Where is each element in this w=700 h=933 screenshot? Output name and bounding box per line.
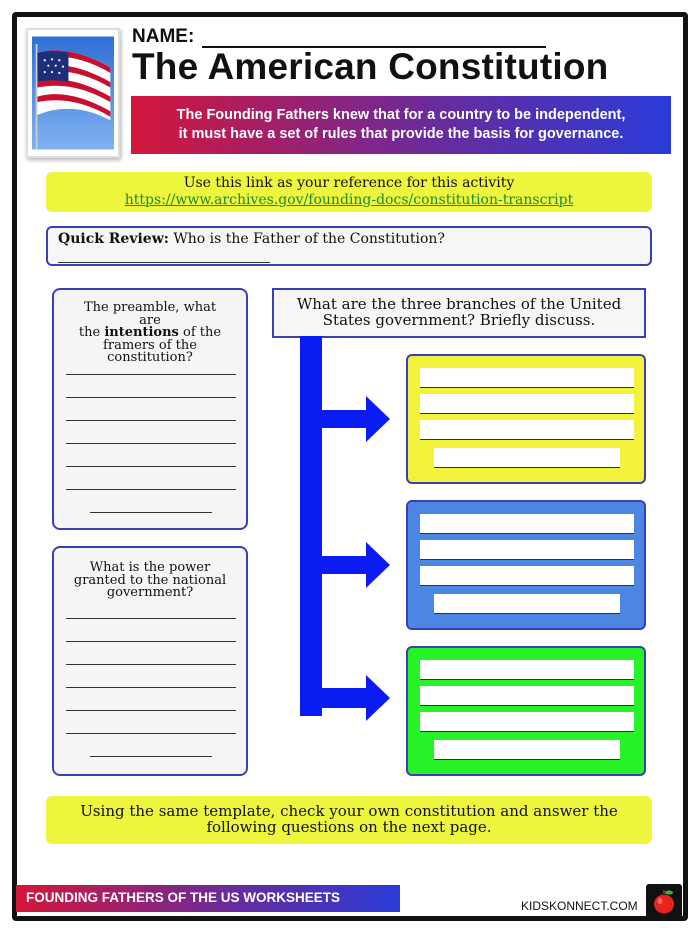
- answer-line[interactable]: [434, 448, 620, 468]
- answer-line[interactable]: [66, 374, 236, 375]
- connector-trunk: [300, 336, 322, 716]
- branch-answer-box-yellow: [406, 354, 646, 484]
- answer-line[interactable]: [66, 641, 236, 642]
- preamble-line-1: The preamble, what are: [83, 300, 217, 328]
- branches-line-1: What are the three branches of the United: [296, 295, 622, 313]
- preamble-question-card: [52, 288, 248, 530]
- answer-line[interactable]: [66, 618, 236, 619]
- american-flag-image: [26, 28, 120, 158]
- answer-line[interactable]: [66, 420, 236, 421]
- arrow-icon: [316, 542, 390, 588]
- footer-series-banner: FOUNDING FATHERS OF THE US WORKSHEETS: [16, 885, 400, 912]
- power-question-card: [52, 546, 248, 776]
- power-line-3: government?: [106, 585, 194, 600]
- answer-line[interactable]: [420, 660, 634, 680]
- branches-question-box: [272, 288, 646, 338]
- answer-line[interactable]: [90, 512, 212, 513]
- answer-line[interactable]: [66, 687, 236, 688]
- bottom-instruction-box: [46, 796, 652, 844]
- intro-line-2: it must have a set of rules that provide the basis for governance.: [178, 126, 624, 142]
- arrow-icon: [316, 396, 390, 442]
- apple-icon: [646, 884, 682, 918]
- answer-line[interactable]: [420, 712, 634, 732]
- bottom-line-2: following questions on the next page.: [206, 818, 492, 836]
- footer-site-label: KIDSKONNECT.COM: [521, 899, 638, 913]
- branches-line-2: States government? Briefly discuss.: [322, 311, 596, 329]
- preamble-line-4: constitution?: [107, 350, 193, 365]
- branch-answer-box-green: [406, 646, 646, 776]
- kidskonnect-logo: [646, 884, 682, 918]
- answer-line[interactable]: [66, 489, 236, 490]
- answer-line[interactable]: [66, 733, 236, 734]
- reference-box: [46, 172, 652, 212]
- answer-line[interactable]: [420, 686, 634, 706]
- page-title: The American Constitution: [132, 46, 609, 87]
- answer-line[interactable]: [66, 710, 236, 711]
- name-row: [132, 26, 546, 48]
- answer-line[interactable]: [420, 368, 634, 388]
- power-line-2: granted to the national: [73, 572, 227, 588]
- answer-line[interactable]: [66, 397, 236, 398]
- reference-link[interactable]: https://www.archives.gov/founding-docs/constitution-transcript: [124, 192, 574, 208]
- answer-line[interactable]: [420, 420, 634, 440]
- answer-line[interactable]: [434, 594, 620, 614]
- answer-line[interactable]: [420, 566, 634, 586]
- name-label: NAME:: [132, 26, 195, 47]
- answer-line[interactable]: [420, 394, 634, 414]
- quick-review-question: Who is the Father of the Constitution?: [168, 231, 445, 247]
- reference-text: Use this link as your reference for this activity: [183, 175, 515, 191]
- answer-line[interactable]: [90, 756, 212, 757]
- answer-line[interactable]: [420, 540, 634, 560]
- quick-review-box: [46, 226, 652, 266]
- preamble-intentions-word: intentions: [104, 325, 179, 340]
- preamble-line-2-pre: the: [78, 325, 105, 340]
- preamble-line-3: framers of the: [103, 337, 197, 353]
- preamble-line-2-post: of the: [178, 325, 222, 340]
- answer-line[interactable]: [66, 664, 236, 665]
- answer-line[interactable]: [66, 466, 236, 467]
- intro-line-1: The Founding Fathers knew that for a country to be independent,: [176, 107, 626, 123]
- answer-line[interactable]: [434, 740, 620, 760]
- answer-line[interactable]: [420, 514, 634, 534]
- branch-connector-diagram: [296, 336, 396, 726]
- branch-answer-box-blue: [406, 500, 646, 630]
- bottom-line-1: Using the same template, check your own constitution and answer the: [80, 802, 618, 820]
- flag-icon: [32, 34, 114, 152]
- power-line-1: What is the power: [89, 560, 211, 575]
- quick-review-answer-line[interactable]: [58, 262, 270, 263]
- quick-review-label: Quick Review:: [58, 231, 169, 247]
- intro-banner: [131, 96, 671, 154]
- answer-line[interactable]: [66, 443, 236, 444]
